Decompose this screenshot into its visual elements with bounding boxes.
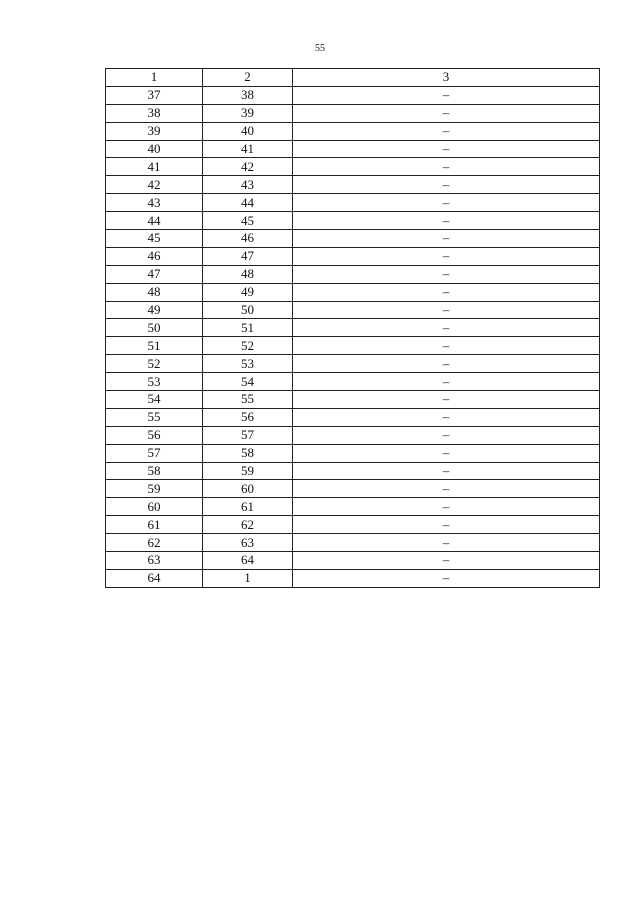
table-row <box>106 516 600 534</box>
table-row <box>106 319 600 337</box>
table-cell: 46 <box>203 230 293 248</box>
table-row <box>106 462 600 480</box>
table-row <box>106 337 600 355</box>
table-cell: 44 <box>203 194 293 212</box>
table-cell: 55 <box>106 408 203 426</box>
table-cell: 62 <box>106 534 203 552</box>
table-cell: 63 <box>106 552 203 570</box>
table-row <box>106 355 600 373</box>
table-cell: 49 <box>203 283 293 301</box>
table-cell: 43 <box>106 194 203 212</box>
table-cell: 42 <box>203 158 293 176</box>
table-cell: 60 <box>203 480 293 498</box>
table-row <box>106 283 600 301</box>
table-cell: – <box>293 122 600 140</box>
table-cell: 50 <box>203 301 293 319</box>
table-cell: 61 <box>203 498 293 516</box>
table-cell: 41 <box>203 140 293 158</box>
table-row <box>106 426 600 444</box>
table-cell: 64 <box>203 552 293 570</box>
table-row <box>106 230 600 248</box>
table-row <box>106 140 600 158</box>
table-cell: 1 <box>203 569 293 587</box>
table-cell: 46 <box>106 247 203 265</box>
table-body <box>106 86 600 587</box>
table-row <box>106 104 600 122</box>
table-cell: – <box>293 426 600 444</box>
table-row <box>106 498 600 516</box>
table-cell: – <box>293 319 600 337</box>
table-cell: 58 <box>203 444 293 462</box>
table-cell: – <box>293 283 600 301</box>
table-cell: 57 <box>106 444 203 462</box>
table-cell: 63 <box>203 534 293 552</box>
table-cell: 62 <box>203 516 293 534</box>
table-cell: 53 <box>203 355 293 373</box>
table-cell: – <box>293 230 600 248</box>
table-cell: 54 <box>106 391 203 409</box>
table-cell: 61 <box>106 516 203 534</box>
table-row <box>106 86 600 104</box>
table-row <box>106 194 600 212</box>
table-cell: 51 <box>203 319 293 337</box>
table-cell: 37 <box>106 86 203 104</box>
table-row <box>106 212 600 230</box>
table-cell: – <box>293 86 600 104</box>
table-cell: 59 <box>203 462 293 480</box>
table-cell: – <box>293 176 600 194</box>
table-cell: 48 <box>203 265 293 283</box>
table-cell: – <box>293 534 600 552</box>
table-cell: – <box>293 265 600 283</box>
table-row <box>106 176 600 194</box>
table-cell: 47 <box>106 265 203 283</box>
table-cell: 60 <box>106 498 203 516</box>
table-cell: – <box>293 373 600 391</box>
table-cell: 40 <box>106 140 203 158</box>
table-cell: 40 <box>203 122 293 140</box>
table-cell: – <box>293 140 600 158</box>
page-number: 55 <box>315 43 325 54</box>
table-cell: – <box>293 569 600 587</box>
table-cell: 55 <box>203 391 293 409</box>
table-cell: 49 <box>106 301 203 319</box>
table-cell: – <box>293 355 600 373</box>
table-row <box>106 247 600 265</box>
table-row <box>106 373 600 391</box>
table-cell: 45 <box>203 212 293 230</box>
table-cell: – <box>293 516 600 534</box>
table-row <box>106 122 600 140</box>
table-row <box>106 408 600 426</box>
table-cell: – <box>293 552 600 570</box>
table-row <box>106 552 600 570</box>
table-cell: – <box>293 247 600 265</box>
table-cell: – <box>293 212 600 230</box>
table-cell: 48 <box>106 283 203 301</box>
table-cell: 39 <box>203 104 293 122</box>
table-row <box>106 444 600 462</box>
table-row <box>106 480 600 498</box>
table-row <box>106 265 600 283</box>
table-cell: – <box>293 158 600 176</box>
table-cell: – <box>293 462 600 480</box>
table-cell: 52 <box>106 355 203 373</box>
table-cell: – <box>293 194 600 212</box>
table-cell: – <box>293 337 600 355</box>
table-header-row <box>106 69 600 87</box>
table-cell: – <box>293 301 600 319</box>
table-cell: 56 <box>106 426 203 444</box>
table-row <box>106 301 600 319</box>
column-header-3: 3 <box>293 69 600 87</box>
table-cell: – <box>293 480 600 498</box>
table-cell: 51 <box>106 337 203 355</box>
table-cell: 44 <box>106 212 203 230</box>
table-row <box>106 158 600 176</box>
data-table <box>105 68 600 588</box>
table-cell: 47 <box>203 247 293 265</box>
table-cell: 57 <box>203 426 293 444</box>
table-cell: – <box>293 408 600 426</box>
table-cell: 50 <box>106 319 203 337</box>
table-cell: 38 <box>203 86 293 104</box>
table-cell: – <box>293 444 600 462</box>
table-row <box>106 534 600 552</box>
column-header-1: 1 <box>106 69 203 87</box>
table-cell: 64 <box>106 569 203 587</box>
table-cell: 54 <box>203 373 293 391</box>
table-cell: 41 <box>106 158 203 176</box>
table-cell: 58 <box>106 462 203 480</box>
table-row <box>106 569 600 587</box>
table-cell: 43 <box>203 176 293 194</box>
table-cell: 53 <box>106 373 203 391</box>
table-cell: 52 <box>203 337 293 355</box>
table-cell: 56 <box>203 408 293 426</box>
table-cell: – <box>293 498 600 516</box>
table-cell: 38 <box>106 104 203 122</box>
table-cell: 42 <box>106 176 203 194</box>
table-cell: – <box>293 104 600 122</box>
table-row <box>106 391 600 409</box>
column-header-2: 2 <box>203 69 293 87</box>
table-cell: 39 <box>106 122 203 140</box>
table-cell: 45 <box>106 230 203 248</box>
table-cell: – <box>293 391 600 409</box>
table-cell: 59 <box>106 480 203 498</box>
